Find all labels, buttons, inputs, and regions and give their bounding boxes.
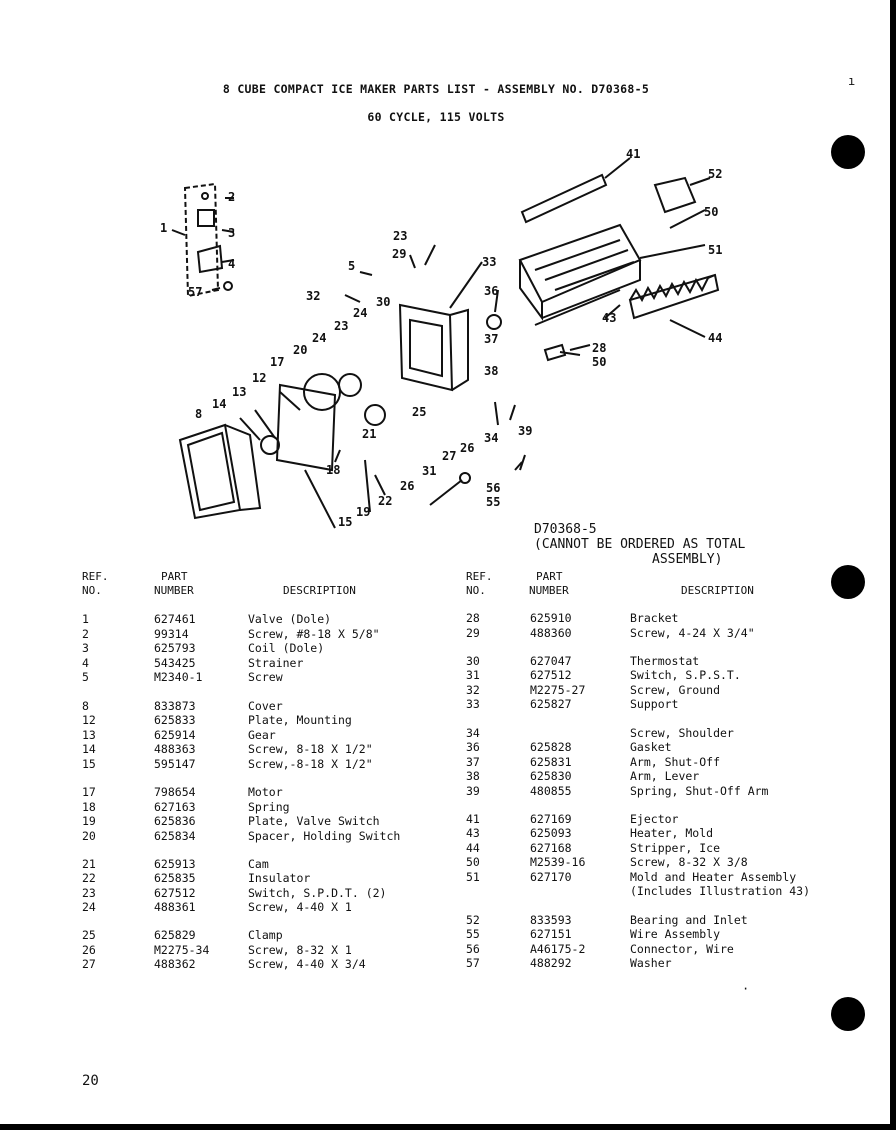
ref-cell: 52 bbox=[466, 913, 480, 927]
callout-56: 56 bbox=[486, 481, 501, 495]
part-number-cell: 625831 bbox=[530, 755, 572, 769]
ref-cell: 5 bbox=[82, 670, 89, 684]
assembly-number: D70368-5 bbox=[534, 522, 597, 537]
callout-17: 17 bbox=[270, 355, 285, 369]
part-number-cell: 488363 bbox=[154, 742, 196, 756]
callout-34: 34 bbox=[484, 431, 499, 445]
ref-cell: 17 bbox=[82, 785, 96, 799]
ref-cell: 36 bbox=[466, 740, 480, 754]
description-cell: Screw, 8-18 X 1/2" bbox=[248, 742, 373, 756]
callout-50-b: 50 bbox=[592, 355, 607, 369]
callout-39: 39 bbox=[518, 424, 533, 438]
callout-13: 13 bbox=[232, 385, 247, 399]
part-number-cell: 627169 bbox=[530, 812, 572, 826]
corner-mark: ı bbox=[848, 74, 856, 88]
part-number-cell: 627512 bbox=[154, 886, 196, 900]
ref-cell: 38 bbox=[466, 769, 480, 783]
callout-24-b: 24 bbox=[353, 306, 368, 320]
callout-8: 8 bbox=[195, 407, 203, 421]
part-number-cell: M2275-27 bbox=[530, 683, 586, 697]
ref-cell: 27 bbox=[82, 957, 96, 971]
description-cell: Thermostat bbox=[630, 654, 700, 668]
part-number-cell: 480855 bbox=[530, 784, 572, 798]
ref-cell: 15 bbox=[82, 757, 96, 771]
part-number-cell: 625910 bbox=[530, 611, 572, 625]
callout-23-top: 23 bbox=[393, 229, 408, 243]
part-number-cell: 625828 bbox=[530, 740, 572, 754]
ref-cell: 8 bbox=[82, 699, 89, 713]
description-cell: Valve (Dole) bbox=[248, 612, 332, 626]
assembly-note-line1: (CANNOT BE ORDERED AS TOTAL bbox=[534, 537, 746, 552]
ref-cell: 1 bbox=[82, 612, 89, 626]
callout-57: 57 bbox=[188, 285, 203, 299]
part-number-cell: 833873 bbox=[154, 699, 196, 713]
binder-hole-bottom bbox=[831, 997, 865, 1031]
ref-cell: 29 bbox=[466, 626, 480, 640]
part-number-cell: M2275-34 bbox=[154, 943, 210, 957]
ref-cell: 31 bbox=[466, 668, 480, 682]
description-cell: Gear bbox=[248, 728, 276, 742]
assembly-note bbox=[534, 522, 745, 567]
callout-51: 51 bbox=[708, 243, 723, 257]
left-header-desc: DESCRIPTION bbox=[283, 584, 356, 597]
callout-24: 24 bbox=[312, 331, 327, 345]
description-cell: Switch, S.P.D.T. (2) bbox=[248, 886, 387, 900]
page-title: 8 CUBE COMPACT ICE MAKER PARTS LIST - ASSEMBLY NO. D70368-5 bbox=[222, 82, 650, 96]
part-number-cell: 488292 bbox=[530, 956, 572, 970]
callout-3: 3 bbox=[228, 226, 236, 240]
part-number-cell: 625093 bbox=[530, 826, 572, 840]
description-cell: Spring, Shut-Off Arm bbox=[630, 784, 769, 798]
part-number-cell: 488361 bbox=[154, 900, 196, 914]
part-number-cell: 627170 bbox=[530, 870, 572, 884]
ref-cell: 24 bbox=[82, 900, 96, 914]
description-cell: Spacer, Holding Switch bbox=[248, 829, 401, 843]
ref-cell: 41 bbox=[466, 812, 480, 826]
callout-38: 38 bbox=[484, 364, 499, 378]
callout-19: 19 bbox=[356, 505, 371, 519]
description-cell: Strainer bbox=[248, 656, 304, 670]
description-cell: Plate, Valve Switch bbox=[248, 814, 380, 828]
ref-cell: 33 bbox=[466, 697, 480, 711]
callout-32: 32 bbox=[306, 289, 321, 303]
callout-33: 33 bbox=[482, 255, 497, 269]
description-cell: Bearing and Inlet bbox=[630, 913, 748, 927]
ref-cell: 25 bbox=[82, 928, 96, 942]
description-cell: Plate, Mounting bbox=[248, 713, 352, 727]
page-number: 20 bbox=[82, 1073, 99, 1089]
left-header-part bbox=[154, 570, 194, 598]
part-number-cell: 595147 bbox=[154, 757, 196, 771]
description-cell: Arm, Lever bbox=[630, 769, 700, 783]
ref-cell: 22 bbox=[82, 871, 96, 885]
ref-cell: 39 bbox=[466, 784, 480, 798]
header-ref-line2: NO. bbox=[466, 584, 486, 597]
callout-41: 41 bbox=[626, 147, 641, 161]
part-number-cell: 625835 bbox=[154, 871, 196, 885]
ref-cell: 21 bbox=[82, 857, 96, 871]
ref-cell: 34 bbox=[466, 726, 480, 740]
description-cell: Gasket bbox=[630, 740, 672, 754]
part-number-cell: M2340-1 bbox=[154, 670, 203, 684]
description-cell: Screw bbox=[248, 670, 283, 684]
header-part-line2: NUMBER bbox=[154, 584, 194, 597]
part-number-cell: 833593 bbox=[530, 913, 572, 927]
callout-43: 43 bbox=[602, 311, 617, 325]
callout-4: 4 bbox=[228, 257, 236, 271]
description-cell: Support bbox=[630, 697, 679, 711]
ref-cell: 26 bbox=[82, 943, 96, 957]
part-number-cell: 625914 bbox=[154, 728, 196, 742]
ref-cell: 55 bbox=[466, 927, 480, 941]
ref-cell: 20 bbox=[82, 829, 96, 843]
right-header-ref bbox=[466, 570, 493, 598]
part-number-cell: 627047 bbox=[530, 654, 572, 668]
part-number-cell: 625833 bbox=[154, 713, 196, 727]
ref-cell: 23 bbox=[82, 886, 96, 900]
part-number-cell: 625836 bbox=[154, 814, 196, 828]
part-number-cell: 627512 bbox=[530, 668, 572, 682]
callout-18: 18 bbox=[326, 463, 341, 477]
callout-5: 5 bbox=[348, 259, 356, 273]
ref-cell: 51 bbox=[466, 870, 480, 884]
part-number-cell: 627168 bbox=[530, 841, 572, 855]
header-ref-line1: REF. bbox=[466, 570, 493, 583]
callout-23: 23 bbox=[334, 319, 349, 333]
ref-cell: 50 bbox=[466, 855, 480, 869]
ref-cell: 30 bbox=[466, 654, 480, 668]
part-number-cell: 625913 bbox=[154, 857, 196, 871]
callout-30: 30 bbox=[376, 295, 391, 309]
description-cell: (Includes Illustration 43) bbox=[630, 884, 811, 898]
ref-cell: 57 bbox=[466, 956, 480, 970]
description-cell: Screw, 4-40 X 3/4 bbox=[248, 957, 366, 971]
callout-21: 21 bbox=[362, 427, 377, 441]
callout-26: 26 bbox=[460, 441, 475, 455]
description-cell: Stripper, Ice bbox=[630, 841, 721, 855]
callout-44: 44 bbox=[708, 331, 723, 345]
right-header-part bbox=[529, 570, 569, 598]
ref-cell: 19 bbox=[82, 814, 96, 828]
description-cell: Wire Assembly bbox=[630, 927, 721, 941]
ref-cell: 13 bbox=[82, 728, 96, 742]
callout-36: 36 bbox=[484, 284, 499, 298]
ref-cell: 32 bbox=[466, 683, 480, 697]
part-number-cell: 625834 bbox=[154, 829, 196, 843]
description-cell: Heater, Mold bbox=[630, 826, 714, 840]
description-cell: Mold and Heater Assembly bbox=[630, 870, 797, 884]
description-cell: Cover bbox=[248, 699, 283, 713]
part-number-cell: 625829 bbox=[154, 928, 196, 942]
callout-52: 52 bbox=[708, 167, 723, 181]
callout-1: 1 bbox=[160, 221, 168, 235]
part-number-cell: A46175-2 bbox=[530, 942, 586, 956]
part-number-cell: 488360 bbox=[530, 626, 572, 640]
part-number-cell: 625827 bbox=[530, 697, 572, 711]
left-header-ref bbox=[82, 570, 109, 598]
part-number-cell: 627163 bbox=[154, 800, 196, 814]
ref-cell: 28 bbox=[466, 611, 480, 625]
callout-26-b: 26 bbox=[400, 479, 415, 493]
description-cell: Connector, Wire bbox=[630, 942, 734, 956]
ref-cell: 56 bbox=[466, 942, 480, 956]
header-part-line1: PART bbox=[536, 570, 563, 583]
part-number-cell: 627151 bbox=[530, 927, 572, 941]
ref-cell: 4 bbox=[82, 656, 89, 670]
part-number-cell: 627461 bbox=[154, 612, 196, 626]
ref-cell: 18 bbox=[82, 800, 96, 814]
description-cell: Screw, #8-18 X 5/8" bbox=[248, 627, 380, 641]
callout-55: 55 bbox=[486, 495, 501, 509]
callout-27: 27 bbox=[442, 449, 457, 463]
ref-cell: 3 bbox=[82, 641, 89, 655]
description-cell: Insulator bbox=[248, 871, 311, 885]
description-cell: Ejector bbox=[630, 812, 679, 826]
exploded-parts-diagram bbox=[150, 140, 850, 530]
callout-29: 29 bbox=[392, 247, 407, 261]
description-cell: Screw, 4-40 X 1 bbox=[248, 900, 352, 914]
callout-14: 14 bbox=[212, 397, 227, 411]
description-cell: Screw, 4-24 X 3/4" bbox=[630, 626, 755, 640]
ref-cell: 14 bbox=[82, 742, 96, 756]
description-cell: Washer bbox=[630, 956, 672, 970]
description-cell: Motor bbox=[248, 785, 283, 799]
assembly-note-line2: ASSEMBLY) bbox=[652, 552, 723, 567]
description-cell: Screw,-8-18 X 1/2" bbox=[248, 757, 373, 771]
binder-hole-middle bbox=[831, 565, 865, 599]
description-cell: Clamp bbox=[248, 928, 283, 942]
description-cell: Bracket bbox=[630, 611, 679, 625]
description-cell: Screw, Ground bbox=[630, 683, 721, 697]
stray-mark: · bbox=[742, 982, 750, 996]
header-ref-line2: NO. bbox=[82, 584, 102, 597]
part-number-cell: 543425 bbox=[154, 656, 196, 670]
callout-25: 25 bbox=[412, 405, 427, 419]
description-cell: Spring bbox=[248, 800, 290, 814]
callout-31: 31 bbox=[422, 464, 437, 478]
description-cell: Screw, 8-32 X 3/8 bbox=[630, 855, 748, 869]
part-number-cell: 99314 bbox=[154, 627, 189, 641]
description-cell: Switch, S.P.S.T. bbox=[630, 668, 741, 682]
right-header-desc: DESCRIPTION bbox=[681, 584, 754, 597]
header-part-line1: PART bbox=[161, 570, 188, 583]
header-ref-line1: REF. bbox=[82, 570, 109, 583]
part-number-cell: 625830 bbox=[530, 769, 572, 783]
header-part-line2: NUMBER bbox=[529, 584, 569, 597]
description-cell: Screw, Shoulder bbox=[630, 726, 734, 740]
part-number-cell: 488362 bbox=[154, 957, 196, 971]
ref-cell: 44 bbox=[466, 841, 480, 855]
description-cell: Coil (Dole) bbox=[248, 641, 325, 655]
callout-15: 15 bbox=[338, 515, 353, 529]
ref-cell: 43 bbox=[466, 826, 480, 840]
description-cell: Screw, 8-32 X 1 bbox=[248, 943, 352, 957]
description-cell: Cam bbox=[248, 857, 269, 871]
callout-12: 12 bbox=[252, 371, 267, 385]
page-subtitle: 60 CYCLE, 115 VOLTS bbox=[367, 110, 505, 124]
ref-cell: 2 bbox=[82, 627, 89, 641]
callout-37: 37 bbox=[484, 332, 499, 346]
callout-28: 28 bbox=[592, 341, 607, 355]
callout-22: 22 bbox=[378, 494, 393, 508]
callout-50: 50 bbox=[704, 205, 719, 219]
part-number-cell: 625793 bbox=[154, 641, 196, 655]
ref-cell: 12 bbox=[82, 713, 96, 727]
ref-cell: 37 bbox=[466, 755, 480, 769]
callout-20: 20 bbox=[293, 343, 308, 357]
part-number-cell: 798654 bbox=[154, 785, 196, 799]
callout-2: 2 bbox=[228, 190, 236, 204]
description-cell: Arm, Shut-Off bbox=[630, 755, 721, 769]
part-number-cell: M2539-16 bbox=[530, 855, 586, 869]
